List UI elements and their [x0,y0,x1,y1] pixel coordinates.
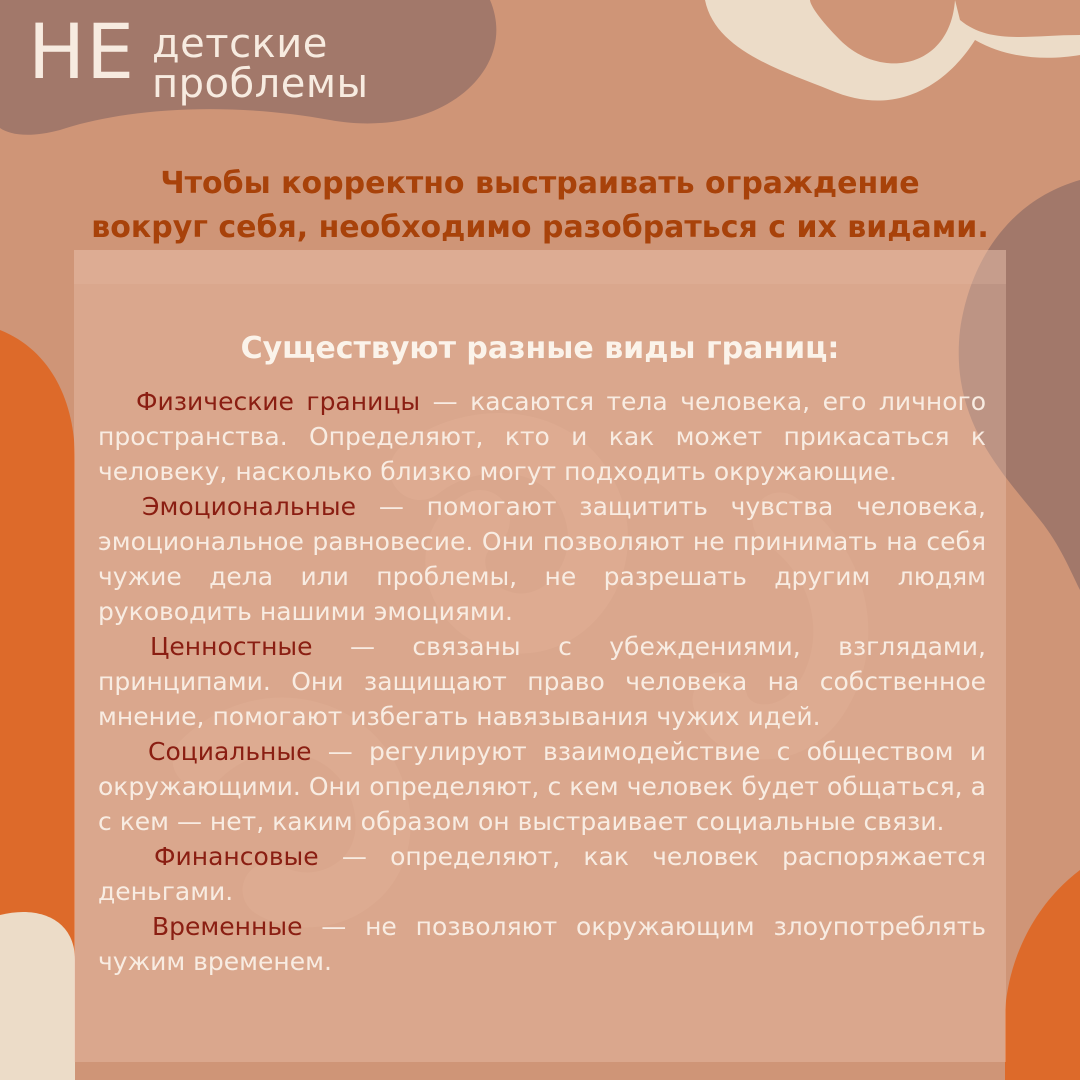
list-item-time [98,909,986,979]
desc-physical: — касаются тела человека, его личного пространства. Определяют, кто и как может прикасаться к человеку, насколько близко могут подходить окружающие. [98,387,986,486]
desc-time: — не позволяют окружающим злоупотреблять чужим временем. [98,912,986,976]
term-social: Социальные [148,737,312,766]
logo-line-1: детские [152,21,328,67]
headline-line-1: Чтобы корректно выстраивать ограждение [160,166,920,201]
list-item-emotional [98,489,986,629]
desc-financial: — определяют, как человек распоряжается деньгами. [98,842,986,906]
boundary-list [98,384,986,979]
list-item-physical [98,384,986,489]
orange-blob-bottom-right [1005,870,1080,1080]
headline [40,162,1040,250]
list-item-values [98,629,986,734]
term-financial: Финансовые [154,842,319,871]
orange-blob-left [0,330,75,975]
list-item-social [98,734,986,839]
desc-emotional: — помогают защитить чувства человека, эмоциональное равновесие. Они позволяют не принимать на себя чужие дела или проблемы, не разрешать другим людям руководить нашими эмоциями. [98,492,986,626]
headline-line-2: вокруг себя, необходимо разобраться с их видами. [91,210,989,245]
desc-values: — связаны с убеждениями, взглядами, принципами. Они защищают право человека на собственное мнение, помогают избегать навязывания чужих идей. [98,632,986,731]
term-values: Ценностные [150,632,313,661]
logo-words [152,21,369,107]
cream-ring-top-right [705,0,1080,100]
content-panel [74,250,1006,1062]
desc-social: — регулируют взаимодействие с обществом и окружающими. Они определяют, с кем человек будет общаться, а с кем — нет, каким образом он выстраивает социальные связи. [98,737,986,836]
term-physical: Физические границы [136,387,421,416]
term-emotional: Эмоциональные [142,492,357,521]
panel-title: Существуют разные виды границ: [240,331,840,366]
cream-blob-bottom-left [0,912,75,1080]
term-time: Временные [152,912,303,941]
logo-ne: НЕ [28,7,136,96]
logo-line-2: проблемы [152,61,369,107]
list-item-financial [98,839,986,909]
